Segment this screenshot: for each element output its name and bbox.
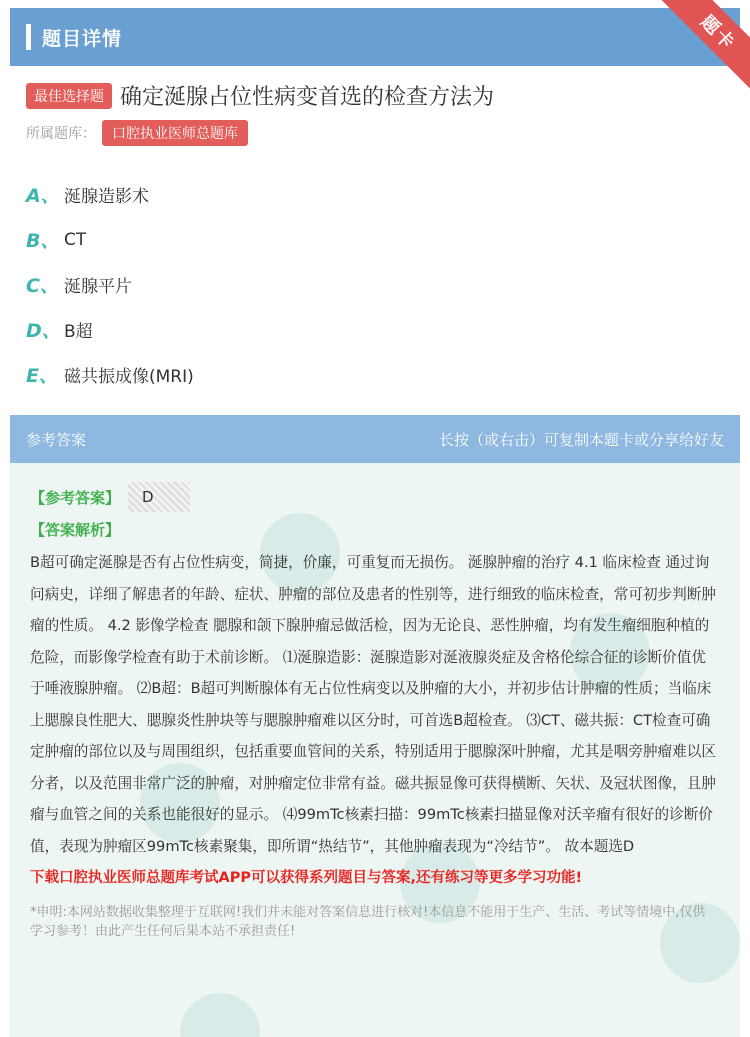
reference-answer-row xyxy=(30,483,718,511)
options-list xyxy=(26,172,194,397)
question-type-badge: 最佳选择题 xyxy=(26,83,112,109)
analysis-label: 【答案解析】 xyxy=(30,521,121,539)
option-letter: E、 xyxy=(26,365,58,387)
bank-label: 所属题库： xyxy=(26,126,96,142)
option-text: 涎腺平片 xyxy=(64,277,132,297)
answer-header-title: 参考答案 xyxy=(26,430,87,449)
option-c[interactable] xyxy=(26,262,194,307)
option-text: B超 xyxy=(64,322,93,342)
option-letter: D、 xyxy=(26,320,61,342)
ribbon-label: 题卡 xyxy=(696,11,740,55)
option-text: CT xyxy=(64,229,87,250)
option-b[interactable] xyxy=(26,217,194,262)
question-row xyxy=(26,80,494,111)
option-text: 涎腺造影术 xyxy=(64,187,149,207)
analysis-text: B超可确定涎腺是否有占位性病变，简捷，价廉，可重复而无损伤。 涎腺肿瘤的治疗 4.1 临床检查 通过询问病史，详细了解患者的年龄、症状、肿瘤的部位及患者的性别等，进行细致的临床检查，常可初步判断肿瘤的性质。 4.2 影像学检查 腮腺和颌下腺肿瘤忌做活检，因为无论良、恶性肿瘤，均有发生瘤细胞种植的危险，而影像学检查有助于术前诊断。 ⑴涎腺造影：涎腺造影对涎液腺炎症及舍格伦综合征的诊断价值优于唾液腺肿瘤。 ⑵B超：B超可判断腺体有无占位性病变以及肿瘤的大小，并初步估计肿瘤的性质；当临床上腮腺良性肥大、腮腺炎性肿块等与腮腺肿瘤难以区分时，可首选B超检查。 ⑶CT、磁共振：CT检查可确定肿瘤的部位以及与周围组织，包括重要血管间的关系，特别适用于腮腺深叶肿瘤，尤其是咽旁肿瘤难以区分者，以及范围非常广泛的肿瘤，对肿瘤定位非常有益。磁共振显像可获得横断、矢状、及冠状图像，且肿瘤与血管之间的关系也能很好的显示。 ⑷99mTc核素扫描：99mTc核素扫描显像对沃辛瘤有很好的诊断价值，表现为肿瘤区99mTc核素聚集，即所谓“热结节”，其他肿瘤表现为“冷结节”。 故本题选D xyxy=(30,554,716,855)
option-letter: B、 xyxy=(26,230,60,252)
answer-header xyxy=(10,415,740,463)
option-a[interactable] xyxy=(26,172,194,217)
question-bank-row xyxy=(26,120,248,146)
disclaimer-text: *申明:本网站数据收集整理于互联网!我们并未能对答案信息进行核对!本信息不能用于生产、生活、考试等情境中,仅供学习参考！由此产生任何后果本站不承担责任! xyxy=(30,905,706,939)
watermark-circle xyxy=(180,993,260,1037)
page-header xyxy=(10,8,740,66)
reference-answer-value: D xyxy=(128,482,190,512)
option-e[interactable] xyxy=(26,352,194,397)
answer-body xyxy=(10,463,740,1037)
corner-ribbon xyxy=(650,0,750,100)
option-d[interactable] xyxy=(26,307,194,352)
question-text: 确定涎腺占位性病变首选的检查方法为 xyxy=(120,85,495,110)
bank-name-link[interactable]: 口腔执业医师总题库 xyxy=(102,120,248,146)
reference-answer-label: 【参考答案】 xyxy=(30,488,121,507)
header-accent-bar xyxy=(26,24,31,50)
app-download-promo[interactable]: 下载口腔执业医师总题库考试APP可以获得系列题目与答案,还有练习等更多学习功能! xyxy=(30,870,583,886)
share-hint: 长按（或右击）可复制本题卡或分享给好友 xyxy=(438,430,724,449)
option-letter: C、 xyxy=(26,275,59,297)
header-title: 题目详情 xyxy=(42,27,123,50)
option-text: 磁共振成像(MRI) xyxy=(64,367,194,387)
option-letter: A、 xyxy=(26,185,60,207)
